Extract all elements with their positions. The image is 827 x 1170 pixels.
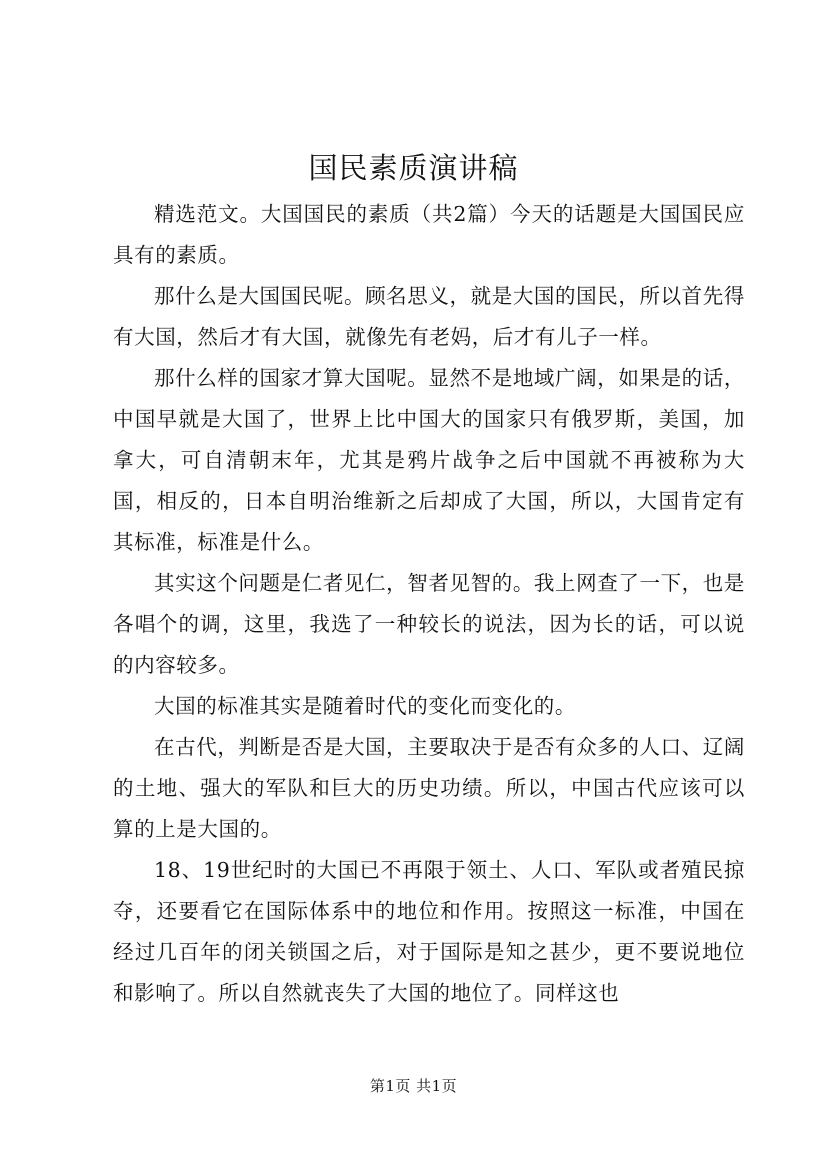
document-title: 国民素质演讲稿: [308, 151, 519, 185]
page-number-footer: 第1页 共1页: [369, 1077, 458, 1095]
paragraph-6: 在古代，判断是否是大国，主要取决于是否有众多的人口、辽阔的土地、强大的军队和巨大的历史功绩。所以，中国古代应该可以算的上是大国的。: [113, 735, 745, 841]
paragraph-3: 那什么样的国家才算大国呢。显然不是地域广阔，如果是的话，中国早就是大国了，世界上比中国大的国家只有俄罗斯，美国，加拿大，可自清朝末年，尤其是鸦片战争之后中国就不再被称为大国，相反的，日本自明治维新之后却成了大国，所以，大国肯定有其标准，标准是什么。: [113, 366, 745, 554]
paragraph-7: 18、19世纪时的大国已不再限于领土、人口、军队或者殖民掠夺，还要看它在国际体系中的地位和作用。按照这一标准，中国在经过几百年的闭关锁国之后，对于国际是知之甚少，更不要说地位和影响了。所以自然就丧失了大国的地位了。同样这也: [113, 858, 745, 1005]
paragraph-2: 那什么是大国国民呢。顾名思义，就是大国的国民，所以首先得有大国，然后才有大国，就像先有老妈，后才有儿子一样。: [113, 284, 745, 349]
paragraph-1: 精选范文。大国国民的素质（共2篇）今天的话题是大国国民应具有的素质。: [113, 202, 745, 267]
document-body: [113, 194, 745, 1014]
paragraph-4: 其实这个问题是仁者见仁，智者见智的。我上网查了一下，也是各唱个的调，这里，我选了一种较长的说法，因为长的话，可以说的内容较多。: [113, 571, 745, 677]
paragraph-5: 大国的标准其实是随着时代的变化而变化的。: [154, 694, 576, 718]
